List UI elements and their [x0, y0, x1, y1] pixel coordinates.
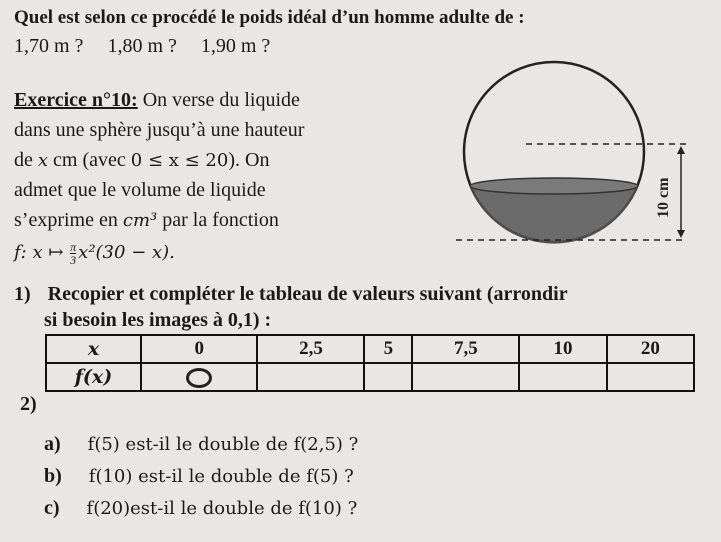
table-cell: x: [46, 335, 141, 363]
q1-line-1: [14, 282, 568, 306]
q2b-line: [44, 464, 354, 489]
line3-c: ). On: [228, 149, 270, 171]
height-190: 1,90 m ?: [200, 35, 271, 57]
q1-text: Recopier et compléter le tableau de valeurs suivant (arrondir: [47, 283, 568, 305]
table-cell-empty: [412, 363, 519, 391]
q2c-text: f(20)est-il le double de f(10) ?: [86, 498, 358, 519]
table-row-x: [46, 335, 694, 363]
height-170: 1,70 m ?: [14, 35, 84, 57]
intro-heights: [14, 34, 270, 58]
line5-b: par la fonction: [157, 209, 279, 231]
domain-condition: 0 ≤ x ≤ 20: [130, 150, 229, 171]
line3-a: de: [14, 149, 38, 171]
arrow-head-down: [677, 230, 685, 238]
liquid-surface: [470, 178, 638, 194]
table-cell: 20: [607, 335, 694, 363]
table-cell-empty: [141, 363, 257, 391]
intro-question: Quel est selon ce procédé le poids idéal d’un homme adulte de :: [14, 7, 525, 28]
exercise-line-2: dans une sphère jusqu’à une hauteur: [14, 119, 305, 141]
line3-b: cm (avec: [48, 149, 131, 171]
q2-label: 2): [20, 393, 37, 415]
unit-cm3: cm³: [122, 210, 158, 231]
table-cell-empty: [257, 363, 364, 391]
exercise-line-5: [14, 208, 279, 233]
var-x: x: [37, 150, 49, 171]
q2b-label: b): [44, 465, 62, 487]
sphere-diagram: [436, 58, 696, 246]
table-cell: 10: [519, 335, 606, 363]
height-label: 10 cm: [655, 177, 672, 218]
table-cell-empty: [519, 363, 606, 391]
frac-den: 3: [70, 253, 77, 268]
frac-num: π: [70, 240, 77, 255]
table-cell: 0: [141, 335, 257, 363]
q2a-label: a): [44, 433, 61, 455]
table-cell: 2,5: [257, 335, 364, 363]
q2a-line: [44, 432, 358, 457]
arrow-head-up: [677, 146, 685, 154]
exercise-text-1: On verse du liquide: [142, 89, 300, 111]
table-cell-empty: [364, 363, 412, 391]
function-definition: [14, 236, 175, 270]
fraction-pi-over-3: [70, 241, 76, 266]
exercise-line-1: [14, 88, 300, 112]
table-cell-fx-header: f(x): [46, 363, 141, 391]
values-table: [45, 334, 695, 392]
q2a-text: f(5) est-il le double de f(2,5) ?: [87, 434, 359, 455]
q2c-label: c): [44, 497, 60, 519]
table-row-fx: [46, 363, 694, 391]
height-180: 1,80 m ?: [107, 35, 177, 57]
func-part-b: x²(30 − x).: [78, 242, 175, 263]
table-cell: 5: [364, 335, 412, 363]
table-cell-empty: [607, 363, 694, 391]
table-cell: 7,5: [412, 335, 519, 363]
exercise-line-4: admet que le volume de liquide: [14, 179, 266, 201]
line5-a: s’exprime en: [14, 209, 123, 231]
q2b-text: f(10) est-il le double de f(5) ?: [88, 466, 354, 487]
func-part-a: f: x ↦: [14, 242, 64, 263]
handwritten-circle-mark: [186, 368, 212, 388]
q1-line-2: si besoin les images à 0,1) :: [44, 309, 272, 331]
exercise-line-3: [14, 148, 269, 173]
q2c-line: [44, 496, 357, 521]
exercise-title: Exercice n°10:: [14, 89, 138, 111]
q1-label: 1): [14, 283, 31, 305]
